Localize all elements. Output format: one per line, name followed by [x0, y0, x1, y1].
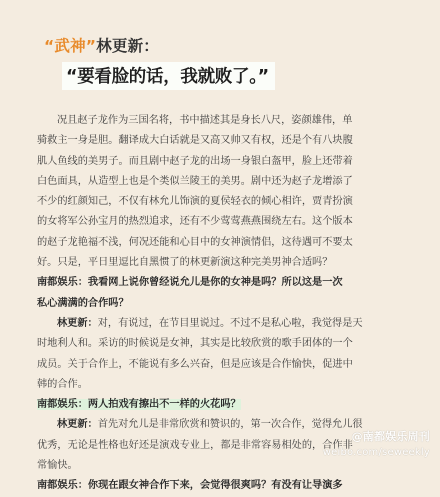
article-title — [44, 34, 430, 56]
answer-2-line: 优秀，无论是性格也好还是演戏专业上，都是非常容易相处的，合作非 — [37, 439, 353, 451]
article-subtitle: “要看脸的话，我就败了。” — [62, 62, 275, 90]
answer-2-line: 常愉快。 — [37, 460, 78, 472]
answer-1 — [37, 314, 431, 334]
answer-2-text: 首先对允儿是非常欣赏和赞识的，第一次合作，觉得允儿很 — [97, 419, 363, 431]
title-quote-word: 武神 — [54, 37, 86, 55]
body-line: 白色面具，从造型上也是个类似兰陵王的美男。剧中还为赵子龙增添了 — [37, 175, 353, 187]
title-name: 林更新： — [96, 37, 159, 55]
question-2 — [37, 395, 431, 415]
answer-1-speaker: 林更新： — [57, 317, 98, 329]
answer-1-line: 韩的合作。 — [37, 378, 88, 390]
body-line: 况且赵子龙作为三国名将，书中描述其是身长八尺，姿颜雄伟，单 — [57, 115, 353, 126]
body-line: 肌人鱼线的美男子。而且剧中赵子龙的出场一身银白盔甲，脸上还带着 — [37, 155, 353, 167]
question-1-continued: 私心满满的合作吗？ — [37, 297, 129, 309]
body-line: 骑救主一身是胆。翻译成大白话就是又高又帅又有权，还是个有八块腹 — [37, 135, 353, 147]
answer-1-text: 对，有说过，在节目里说过。不过不是私心啦，我觉得是天 — [97, 317, 363, 329]
answer-2-speaker: 林更新： — [57, 419, 98, 431]
question-2-text: 南都娱乐：两人拍戏有擦出不一样的火花吗？ — [37, 399, 241, 411]
watermark-url: weibo.com/seweekly — [322, 447, 430, 458]
answer-1-line: 时地利人和。采访的时候说是女神，其实是比较欣赏的歌手团体的一个 — [37, 338, 353, 350]
title-quote-close: ” — [85, 37, 97, 55]
answer-1-line: 成员。关于合作上，不能说有多么兴奋，但是应该是合作愉快，促进中 — [37, 358, 353, 370]
title-quote-open: “ — [44, 37, 55, 55]
question-3: 南都娱乐：你现在跟女神合作下来，会觉得很爽吗？有没有让导演多 — [37, 480, 343, 492]
article-header — [44, 34, 430, 90]
body-line: 好。只是，平日里逗比自黑惯了的林更新演这种完美男神合适吗？ — [37, 257, 333, 269]
body-line: 不少的红颜知己，不仅有林允儿饰演的夏侯轻衣的倾心相许，贾青扮演 — [37, 196, 353, 208]
body-line: 的赵子龙艳福不浅，何况还能和心目中的女神演情侣，这待遇可不要太 — [37, 236, 353, 248]
watermark-handle: @南都娱乐周刊 — [351, 430, 430, 443]
body-line: 的女将军公孙宝月的热烈追求，还有不少莺莺燕燕围绕左右。这个版本 — [37, 216, 353, 228]
question-1: 南都娱乐：我看网上说你曾经说允儿是你的女神是吗？所以这是一次 — [37, 277, 343, 289]
